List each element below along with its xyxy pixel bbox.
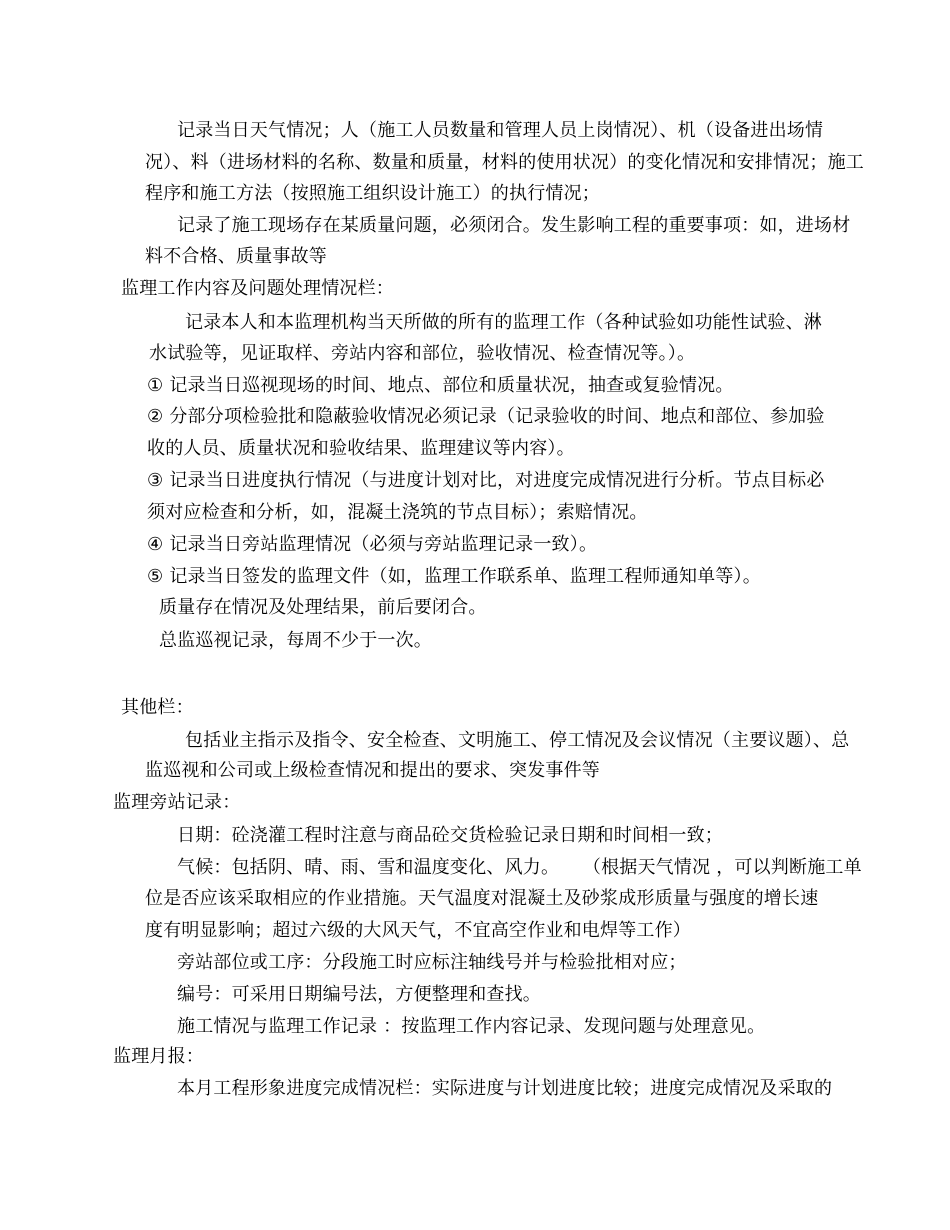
- item-text: 记录当日巡视现场的时间、地点、部位和质量状况，抽查或复验情况。: [169, 375, 734, 396]
- supervision-item-3: [147, 469, 825, 493]
- other-heading: 其他栏：: [121, 697, 194, 718]
- supervision-item-4: [147, 533, 597, 557]
- other-text-line2: 监巡视和公司或上级检查情况和提出的要求、突发事件等: [145, 760, 600, 781]
- record-p1-line1: 记录当日天气情况；人（施工人员数量和管理人员上岗情况）、机（设备进出场情: [177, 120, 824, 141]
- record-p2-line1: 记录了施工现场存在某质量问题，必须闭合。发生影响工程的重要事项：如，进场材: [177, 215, 851, 236]
- sidestation-work: 施工情况与监理工作记录 ：按监理工作内容记录、发现问题与处理意见。: [177, 1016, 766, 1037]
- item-number: ④: [147, 534, 164, 555]
- supervision-intro-line2: 水试验等，见证取样、旁站内容和部位，验收情况、检查情况等。）。: [149, 343, 696, 364]
- item-number: ①: [147, 375, 164, 396]
- sidestation-weather-line1: 气候：包括阴、晴、雨、雪和温度变化、风力。 （根据天气情况 ，可以判断施工单: [177, 857, 862, 878]
- item-number: ②: [147, 406, 164, 427]
- sidestation-heading: 监理旁站记录：: [113, 792, 241, 813]
- supervision-note-closure: 质量存在情况及处理结果，前后要闭合。: [159, 597, 487, 618]
- sidestation-date: 日期：砼浇灌工程时注意与商品砼交货检验记录日期和时间相一致；: [177, 825, 723, 846]
- item-text: 记录当日旁站监理情况（必须与旁站监理记录一致）。: [169, 534, 598, 555]
- item-text: 分部分项检验批和隐蔽验收情况必须记录（记录验收的时间、地点和部位、参加验: [169, 406, 825, 427]
- item-number: ⑤: [147, 566, 164, 587]
- monthly-heading: 监理月报：: [113, 1046, 204, 1067]
- supervision-item-1: [147, 374, 734, 398]
- other-text-line1: 包括业主指示及指令、安全检查、文明施工、停工情况及会议情况（主要议题）、总: [185, 730, 850, 751]
- supervision-note-weekly: 总监巡视记录，每周不少于一次。: [159, 630, 432, 651]
- supervision-intro-line1: 记录本人和本监理机构当天所做的所有的监理工作（各种试验如功能性试验、淋: [185, 312, 822, 333]
- supervision-item-3-cont: 须对应检查和分析，如，混凝土浇筑的节点目标）；索赔情况。: [147, 502, 648, 523]
- record-p2-line2: 料不合格、质量事故等: [145, 246, 327, 267]
- record-p1-line2: 况）、料（进场材料的名称、数量和质量，材料的使用状况）的变化情况和安排情况；施工: [145, 152, 864, 173]
- sidestation-number: 编号：可采用日期编号法，方便整理和查找。: [177, 984, 541, 1005]
- sidestation-part: 旁站部位或工序：分段施工时应标注轴线号并与检验批相对应；: [177, 952, 687, 973]
- record-p1-line3: 程序和施工方法（按照施工组织设计施工）的执行情况；: [145, 183, 600, 204]
- item-text: 记录当日进度执行情况（与进度计划对比，对进度完成情况进行分析。节点目标必: [169, 470, 825, 491]
- supervision-heading: 监理工作内容及问题处理情况栏：: [121, 278, 394, 299]
- sidestation-weather-line3: 度有明显影响；超过六级的大风天气，不宜高空作业和电焊等工作）: [145, 920, 691, 941]
- supervision-item-2-cont: 收的人员、质量状况和验收结果、监理建议等内容）。: [147, 438, 575, 459]
- supervision-item-2: [147, 405, 825, 429]
- monthly-text: 本月工程形象进度完成情况栏：实际进度与计划进度比较；进度完成情况及采取的: [177, 1078, 833, 1099]
- item-number: ③: [147, 470, 164, 491]
- sidestation-weather-line2: 位是否应该采取相应的作业措施。天气温度对混凝土及砂浆成形质量与强度的增长速: [145, 888, 819, 909]
- item-text: 记录当日签发的监理文件（如，监理工作联系单、监理工程师通知单等）。: [169, 566, 761, 587]
- supervision-item-5: [147, 565, 761, 589]
